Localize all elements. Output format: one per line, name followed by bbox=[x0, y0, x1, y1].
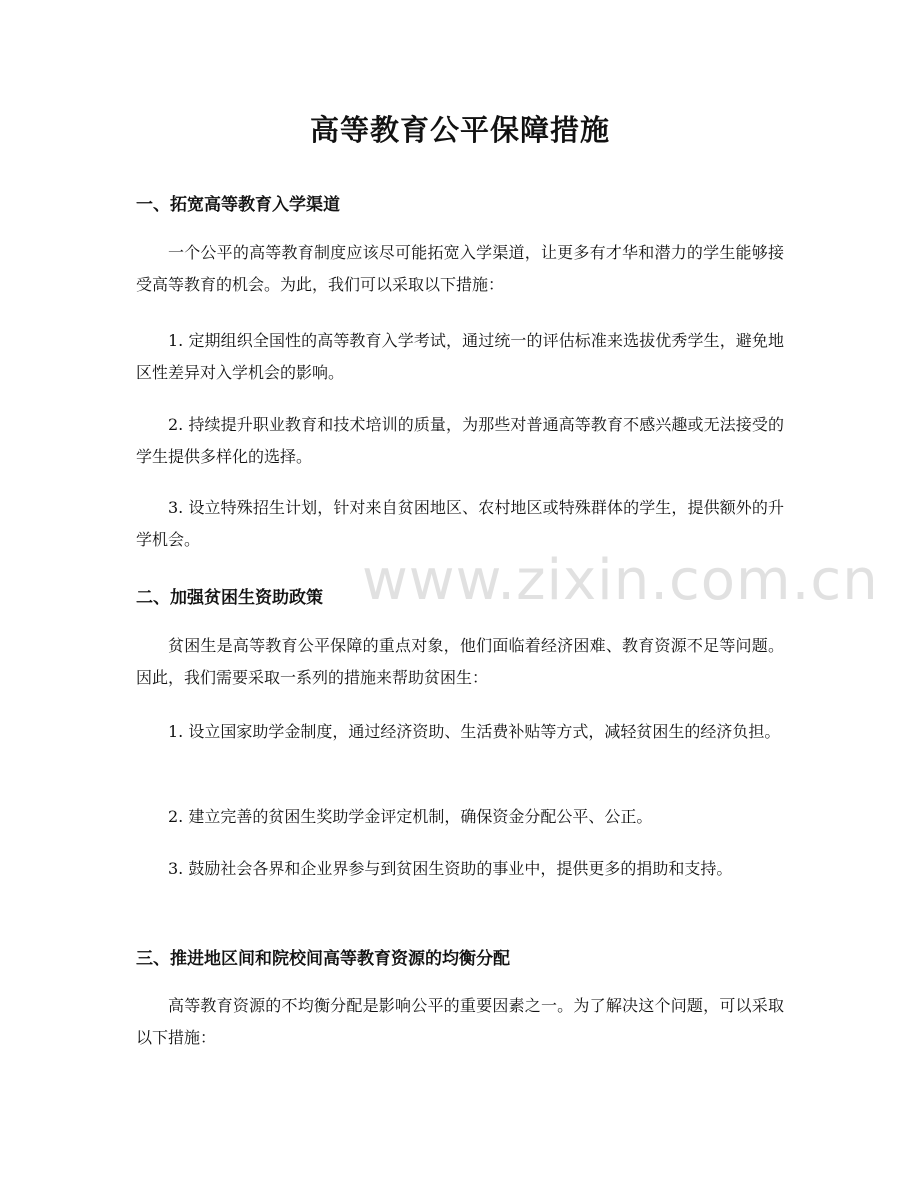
section-heading-1: 一、拓宽高等教育入学渠道 bbox=[136, 195, 340, 215]
section-2-item-3: 3. 鼓励社会各界和企业界参与到贫困生资助的事业中，提供更多的捐助和支持。 bbox=[168, 859, 733, 878]
section-2-item-1: 1. 设立国家助学金制度，通过经济资助、生活费补贴等方式，减轻贫困生的经济负担。 bbox=[168, 722, 781, 741]
section-1-intro: 一个公平的高等教育制度应该尽可能拓宽入学渠道，让更多有才华和潜力的学生能够接受高等教育的机会。为此，我们可以采取以下措施： bbox=[136, 243, 784, 294]
section-heading-2: 二、加强贫困生资助政策 bbox=[136, 588, 323, 608]
section-1-item-1: 1. 定期组织全国性的高等教育入学考试，通过统一的评估标准来选拔优秀学生，避免地区性差异对入学机会的影响。 bbox=[136, 331, 784, 382]
section-1-item-2: 2. 持续提升职业教育和技术培训的质量，为那些对普通高等教育不感兴趣或无法接受的学生提供多样化的选择。 bbox=[136, 415, 784, 466]
document-title: 高等教育公平保障措施 bbox=[309, 113, 610, 147]
section-2-item-2: 2. 建立完善的贫困生奖助学金评定机制，确保资金分配公平、公正。 bbox=[168, 807, 653, 826]
section-heading-3: 三、推进地区间和院校间高等教育资源的均衡分配 bbox=[136, 949, 510, 969]
section-3-intro: 高等教育资源的不均衡分配是影响公平的重要因素之一。为了解决这个问题，可以采取以下措施： bbox=[136, 996, 784, 1047]
section-1-item-3: 3. 设立特殊招生计划，针对来自贫困地区、农村地区或特殊群体的学生，提供额外的升学机会。 bbox=[136, 498, 784, 549]
watermark: www.zixin.com.cn bbox=[362, 548, 879, 613]
section-2-intro: 贫困生是高等教育公平保障的重点对象，他们面临着经济困难、教育资源不足等问题。因此，我们需要采取一系列的措施来帮助贫困生： bbox=[136, 636, 784, 687]
